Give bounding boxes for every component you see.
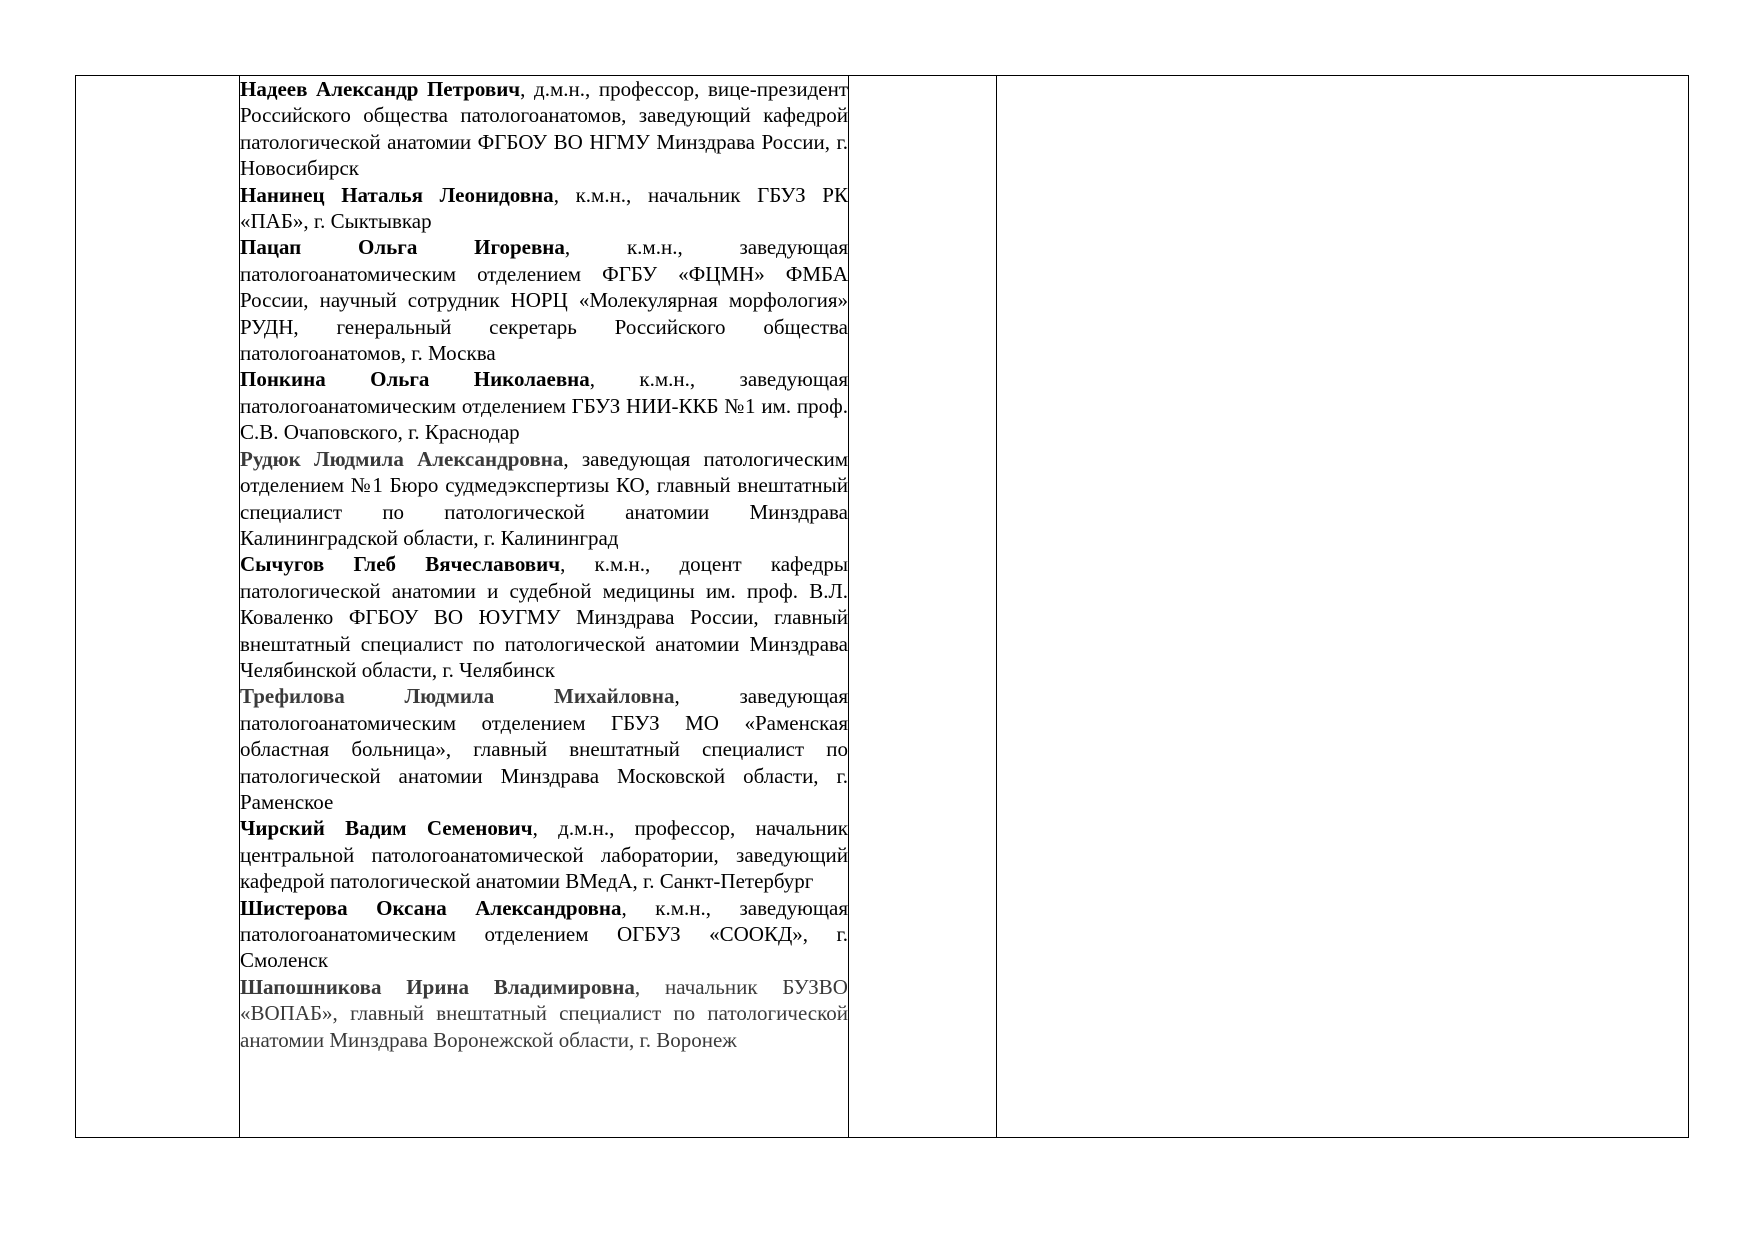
members-cell [240,76,849,1138]
member-entry [240,446,848,552]
member-details: , к.м.н., заведующая патологоанатомическим отделением ГБУЗ НИИ-ККБ №1 им. проф. С.В. Очаповского, г. Краснодар [240,367,848,445]
member-entry [240,234,848,366]
empty-cell-4 [997,76,1689,1138]
table-row [76,76,1689,1138]
member-details: , к.м.н., заведующая патологоанатомическим отделением ФГБУ «ФЦМН» ФМБА России, научный сотрудник НОРЦ «Молекулярная морфология» РУДН, генеральный секретарь Российского общества патологоанатомов, г. Москва [240,235,848,366]
member-entry [240,895,848,974]
member-entry [240,974,848,1053]
member-entry [240,815,848,894]
member-details: , к.м.н., заведующая патологоанатомическим отделением ОГБУЗ «СООКД», г. Смоленск [240,895,848,973]
member-name: Нанинец Наталья Леонидовна [240,182,554,207]
member-entry [240,366,848,445]
member-name: Шапошникова Ирина Владимировна [240,974,635,999]
member-details: , заведующая патологоанатомическим отделением ГБУЗ МО «Раменская областная больница», главный внештатный специалист по патологической анатомии Минздрава Московской области, г. Раменское [240,684,848,814]
member-name: Понкина Ольга Николаевна [240,367,590,392]
member-name: Рудюк Людмила Александровна [240,446,564,471]
member-details: , д.м.н., профессор, начальник центральной патологоанатомической лаборатории, заведующий кафедрой патологической анатомии ВМедА, г. Санкт-Петербург [240,816,848,894]
empty-cell-3 [849,76,997,1138]
member-name: Трефилова Людмила Михайловна [240,684,675,709]
member-entry [240,551,848,683]
member-name: Шистерова Оксана Александровна [240,895,622,920]
empty-cell-1 [76,76,240,1138]
member-name: Надеев Александр Петрович [240,77,521,101]
member-name: Сычугов Глеб Вячеславович [240,552,561,577]
member-details: , начальник БУЗВО «ВОПАБ», главный внештатный специалист по патологической анатомии Минздрава Воронежской области, г. Воронеж [240,974,848,1052]
member-entry [240,683,848,815]
member-details: , к.м.н., доцент кафедры патологической анатомии и судебной медицины им. проф. В.Л. Коваленко ФГБОУ ВО ЮУГМУ Минздрава России, главный внештатный специалист по патологической анатомии Минздрава Челябинской области, г. Челябинск [240,552,848,682]
member-details: , к.м.н., начальник ГБУЗ РК «ПАБ», г. Сыктывкар [240,182,848,234]
member-details: , заведующая патологическим отделением №1 Бюро судмедэкспертизы КО, главный внештатный специалист по патологической анатомии Минздрава Калининградской области, г. Калининград [240,446,848,550]
member-name: Пацап Ольга Игоревна [240,235,565,260]
member-name: Чирский Вадим Семенович [240,816,533,841]
members-table [75,75,1689,1138]
member-details: , д.м.н., профессор, вице-президент Российского общества патологоанатомов, заведующий кафедрой патологической анатомии ФГБОУ ВО НГМУ Минздрава России, г. Новосибирск [240,77,848,181]
member-entry [240,182,848,235]
member-entry [240,76,848,182]
